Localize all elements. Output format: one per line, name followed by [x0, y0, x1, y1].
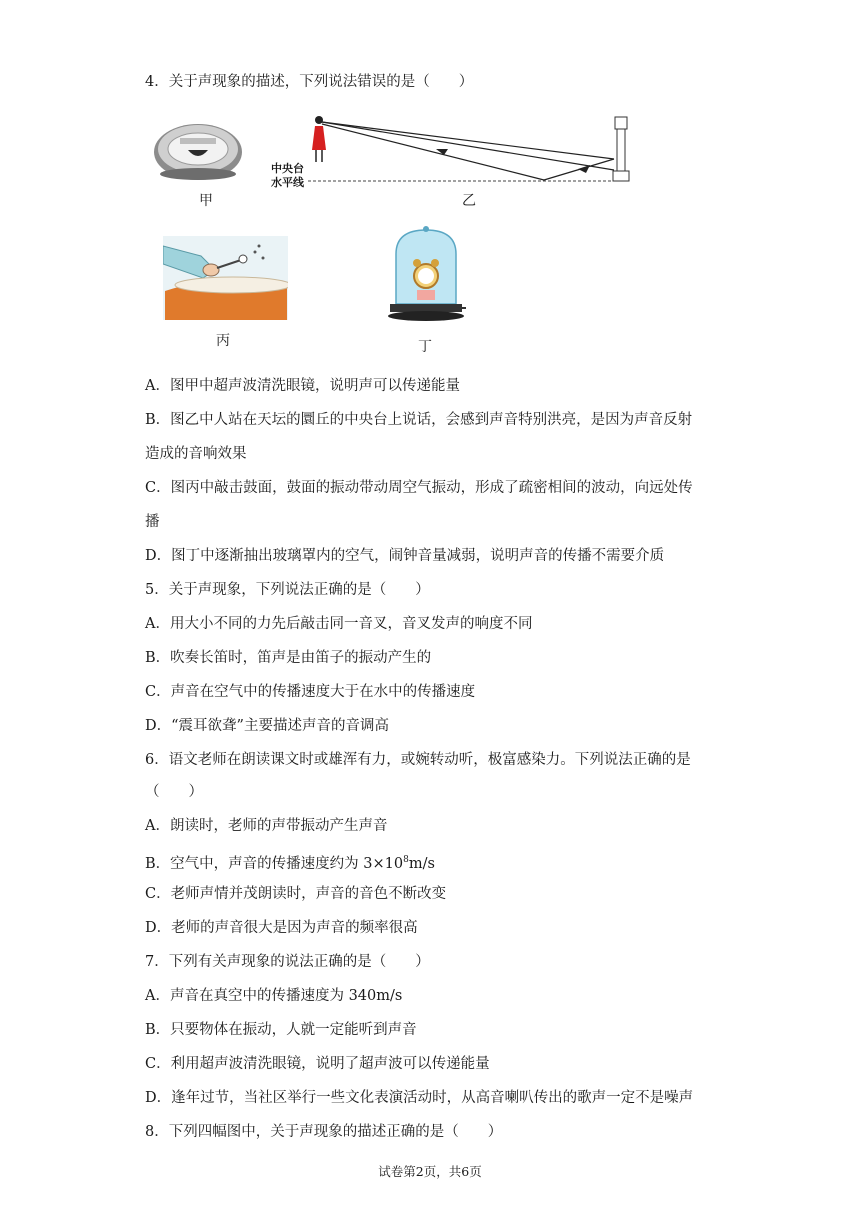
q7-option-d: D．逢年过节，当社区举行一些文化表演活动时，从高音喇叭传出的歌声一定不是噪声 — [145, 1090, 694, 1106]
q5-stem: 5．关于声现象，下列说法正确的是（ ） — [145, 582, 430, 598]
q4-stem: 4．关于声现象的描述，下列说法错误的是（ ） — [145, 74, 474, 90]
q4-option-c: C．图丙中敲击鼓面，鼓面的振动带动周空气振动，形成了疏密相间的波动，向远处传 — [145, 480, 693, 496]
q4-option-c-cont: 播 — [145, 514, 160, 530]
ultrasonic-cleaner-figure — [150, 116, 246, 184]
q6-stem: 6．语文老师在朗读课文时或雄浑有力，或婉转动听，极富感染力。下列说法正确的是 — [145, 752, 691, 768]
q5-option-b: B．吹奏长笛时，笛声是由笛子的振动产生的 — [145, 650, 432, 666]
q6-option-b-unit: m/s — [408, 855, 435, 872]
q6-option-b — [145, 850, 435, 874]
q8-stem: 8．下列四幅图中，关于声现象的描述正确的是（ ） — [145, 1124, 503, 1140]
bell-jar-alarm-clock-figure — [386, 224, 466, 324]
q6-option-b-exponent: 8 — [403, 855, 409, 865]
drum-strike-figure — [163, 236, 288, 320]
sound-reflection-diagram — [308, 112, 638, 187]
q6-stem-cont: （ ） — [145, 784, 203, 800]
q6-option-c: C．老师声情并茂朗读时，声音的音色不断改变 — [145, 886, 447, 902]
horizontal-line-label: 水平线 — [271, 176, 304, 189]
q4-option-d: D．图丁中逐渐抽出玻璃罩内的空气，闹钟音量减弱，说明声音的传播不需要介质 — [145, 548, 665, 564]
q4-option-b-cont: 造成的音响效果 — [145, 446, 247, 462]
figure-label-ding: 丁 — [418, 339, 432, 355]
q4-option-b: B．图乙中人站在天坛的圜丘的中央台上说话，会感到声音特别洪亮，是因为声音反射 — [145, 412, 693, 428]
q5-option-d: D．“震耳欲聋”主要描述声音的音调高 — [145, 718, 389, 734]
page-footer: 试卷第2页，共6页 — [378, 1164, 482, 1179]
q5-option-c: C．声音在空气中的传播速度大于在水中的传播速度 — [145, 684, 476, 700]
q7-option-a: A．声音在真空中的传播速度为 340m/s — [145, 988, 403, 1004]
q7-option-c: C．利用超声波清洗眼镜，说明了超声波可以传递能量 — [145, 1056, 490, 1072]
q4-option-a: A．图甲中超声波清洗眼镜，说明声可以传递能量 — [145, 378, 460, 394]
q6-option-d: D．老师的声音很大是因为声音的频率很高 — [145, 920, 418, 936]
figure-label-bing: 丙 — [216, 333, 230, 349]
q7-option-b: B．只要物体在振动，人就一定能听到声音 — [145, 1022, 417, 1038]
figure-label-yi: 乙 — [462, 193, 476, 209]
figure-label-jia: 甲 — [199, 193, 213, 209]
q7-stem: 7．下列有关声现象的说法正确的是（ ） — [145, 954, 430, 970]
q5-option-a: A．用大小不同的力先后敲击同一音叉，音叉发声的响度不同 — [145, 616, 533, 632]
center-platform-label: 中央台 — [271, 162, 304, 175]
q6-option-a: A．朗读时，老师的声带振动产生声音 — [145, 818, 388, 834]
q6-option-b-text: B．空气中，声音的传播速度约为 3×10 — [145, 855, 404, 872]
